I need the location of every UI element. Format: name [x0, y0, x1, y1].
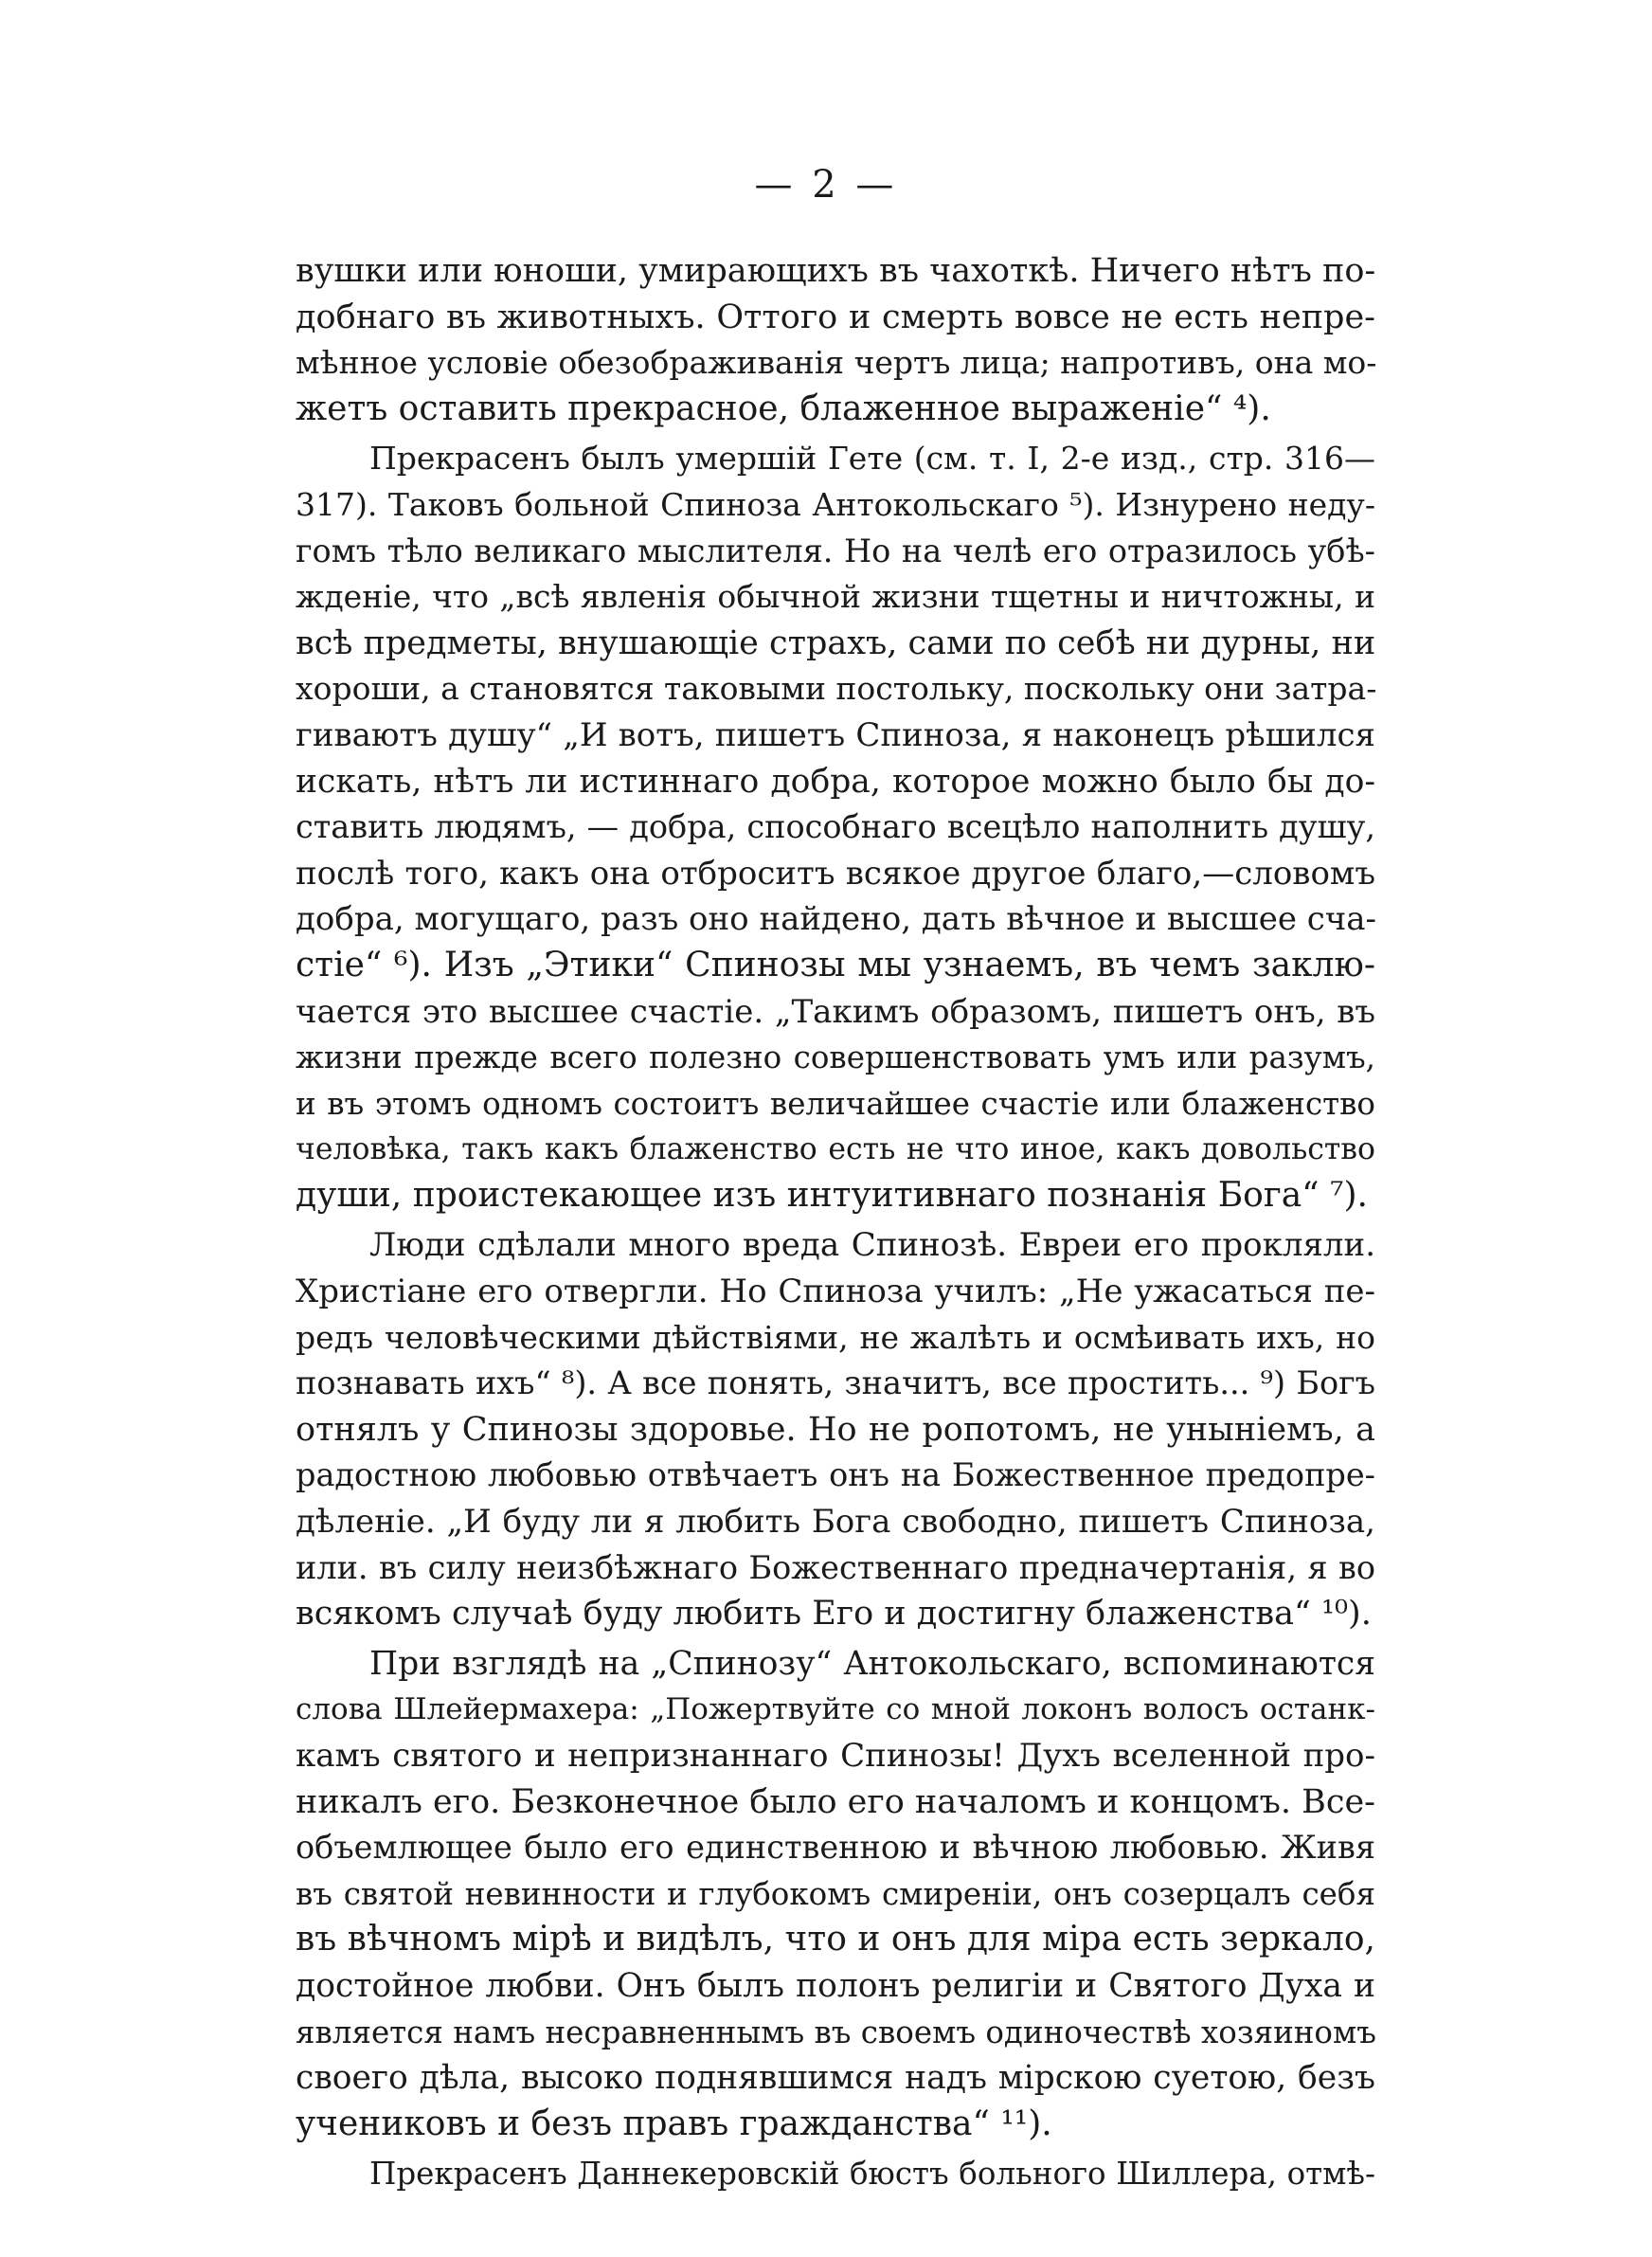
- text-line: Прекрасенъ былъ умершій Гете (см. т. I, 2-е изд., стр. 316—: [369, 440, 1375, 478]
- text-line: жденіе, что „всѣ явленія обычной жизни тщетны и ничтожны, и: [296, 578, 1375, 616]
- text-line: никалъ его. Безконечное было его началомъ и концомъ. Все-: [296, 1782, 1375, 1821]
- text-line: въ вѣчномъ мірѣ и видѣлъ, что и онъ для міра есть зеркало,: [296, 1920, 1375, 1959]
- text-line: 317). Таковъ больной Спиноза Антокольскаго ⁵). Изнурено неду-: [296, 485, 1375, 523]
- text-line: достойное любви. Онъ былъ полонъ религіи и Святого Духа и: [296, 1966, 1375, 2005]
- text-line: является намъ несравненнымъ въ своемъ одиночествѣ хозяиномъ: [296, 2013, 1376, 2050]
- text-line: и въ этомъ одномъ состоитъ величайшее счастіе или блаженство: [296, 1085, 1375, 1122]
- text-line: камъ святого и непризнаннаго Спинозы! Духъ вселенной про-: [296, 1737, 1375, 1775]
- text-line: редъ человѣческими дѣйствіями, не жалѣть и осмѣивать ихъ, но: [296, 1318, 1375, 1356]
- text-line: дѣленіе. „И буду ли я любить Бога свободно, пишетъ Спиноза,: [296, 1503, 1375, 1542]
- page-number: — 2 —: [754, 163, 898, 207]
- text-line: человѣка, такъ какъ блаженство есть не что иное, какъ довольство: [296, 1132, 1375, 1167]
- text-line: учениковъ и безъ правъ гражданства“ ¹¹).: [296, 2104, 1052, 2143]
- text-line: гомъ тѣло великаго мыслителя. Но на челѣ его отразилось убѣ-: [296, 532, 1375, 569]
- text-line: Христіане его отвергли. Но Спиноза училъ: „Не ужасаться пе-: [296, 1273, 1375, 1311]
- text-line: своего дѣла, высоко поднявшимся надъ мірскою суетою, безъ: [296, 2059, 1375, 2098]
- text-line: добра, могущаго, разъ оно найдено, дать вѣчное и высшее сча-: [296, 900, 1377, 939]
- text-line: или. въ силу неизбѣжнаго Божественнаго предначертанія, я во: [296, 1548, 1375, 1586]
- text-line: чается это высшее счастіе. „Такимъ образомъ, пишетъ онъ, въ: [296, 992, 1375, 1031]
- text-line: Люди сдѣлали много вреда Спинозѣ. Евреи его прокляли.: [369, 1226, 1375, 1265]
- text-line: ставить людямъ, — добра, способнаго всецѣло наполнить душу,: [296, 808, 1375, 846]
- text-line: слова Шлейермахера: „Пожертвуйте со мной локонъ волосъ останк-: [296, 1692, 1375, 1727]
- text-line: мѣнное условіе обезображиванія чертъ лица; напротивъ, она мо-: [296, 344, 1377, 382]
- text-line: жетъ оставить прекрасное, блаженное выраженіе“ ⁴).: [296, 388, 1271, 428]
- text-line: познавать ихъ“ ⁸). А все понять, значитъ, все простить... ⁹) Богъ: [296, 1364, 1375, 1402]
- text-line: гиваютъ душу“ „И вотъ, пишетъ Спиноза, я наконецъ рѣшился: [296, 715, 1375, 754]
- text-line: жизни прежде всего полезно совершенствовать умъ или разумъ,: [296, 1039, 1375, 1076]
- text-line: Прекрасенъ Даннекеровскій бюстъ больного Шиллера, отмѣ-: [369, 2156, 1375, 2193]
- text-line: хороши, а становятся таковыми постольку, поскольку они затра-: [296, 670, 1377, 708]
- body-text: [296, 248, 1375, 2197]
- text-line: послѣ того, какъ она отброситъ всякое другое благо,—словомъ: [296, 854, 1375, 893]
- text-line: всѣ предметы, внушающіе страхъ, сами по себѣ ни дурны, ни: [296, 623, 1376, 662]
- text-line: всякомъ случаѣ буду любить Его и достигну блаженства“ ¹⁰).: [296, 1595, 1372, 1634]
- text-line: добнаго въ животныхъ. Оттого и смерть вовсе не есть непре-: [296, 298, 1375, 336]
- text-line: въ святой невинности и глубокомъ смиреніи, онъ созерцалъ себя: [296, 1875, 1375, 1912]
- text-line: вушки или юноши, умирающихъ въ чахоткѣ. Ничего нѣтъ по-: [296, 252, 1376, 290]
- text-line: При взглядѣ на „Спинозу“ Антокольскаго, вспоминаются: [369, 1644, 1375, 1683]
- text-line: отнялъ у Спинозы здоровье. Но не ропотомъ, не уныніемъ, а: [296, 1410, 1375, 1449]
- text-line: искать, нѣтъ ли истиннаго добра, которое можно было бы до-: [296, 762, 1375, 801]
- text-line: души, проистекающее изъ интуитивнаго познанія Бога“ ⁷).: [296, 1175, 1368, 1215]
- text-line: стіе“ ⁶). Изъ „Этики“ Спинозы мы узнаемъ, въ чемъ заклю-: [296, 945, 1375, 984]
- text-line: объемлющее было его единственною и вѣчною любовью. Живя: [296, 1829, 1375, 1867]
- text-line: радостною любовью отвѣчаетъ онъ на Божественное предопре-: [296, 1456, 1375, 1494]
